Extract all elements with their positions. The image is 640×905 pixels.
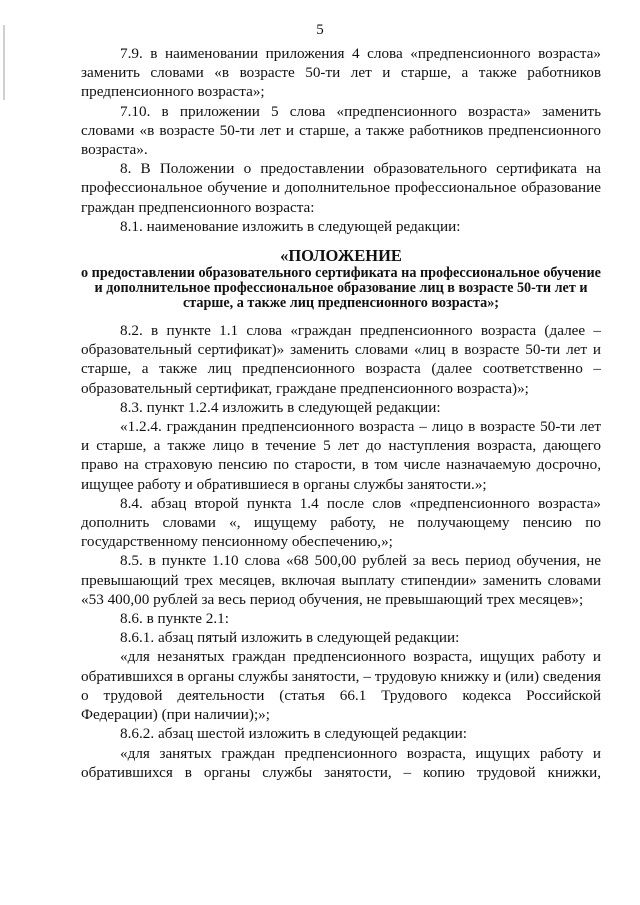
paragraph-8-5: 8.5. в пункте 1.10 слова «68 500,00 рублей за весь период обучения, не превышающий трех месяцев, включая выплату стипендии» заменить словами «53 400,00 рублей за весь период обучения, не превышающий трех месяцев»; [81,552,601,608]
paragraph-7-10: 7.10. в приложении 5 слова «предпенсионного возраста» заменить словами «в возрасте 50-ти лет и старше, а также работников предпенсионного возраста». [81,102,601,159]
section-heading: «ПОЛОЖЕНИЕ [280,246,402,266]
page-number: 5 [316,22,324,38]
paragraph-abzac-5-quote: «для незанятых граждан предпенсионного возраста, ищущих работу и обратившихся в органы службы занятости, – трудовую книжку и (или) сведения о трудовой деятельности (статья 66.1 Трудового кодекса Российской Федерации) (при наличии);»; [81,648,601,724]
paragraph-8-6: 8.6. в пункте 2.1: [120,610,229,628]
paragraph-8-6-2: 8.6.2. абзац шестой изложить в следующей редакции: [120,725,467,743]
paragraph-8: 8. В Положении о предоставлении образовательного сертификата на профессиональное обучение и дополнительное профессиональное образование граждан предпенсионного возраста: [81,160,601,216]
section-subheading: о предоставлении образовательного сертификата на профессиональное обучение и дополнительное профессиональное образование лиц в возрасте 50-ти лет и старше, а также лиц предпенсионного возраста»; [81,265,601,312]
paragraph-abzac-6-quote: «для занятых граждан предпенсионного возраста, ищущих работу и обратившихся в органы службы занятости, – копию трудовой книжки, [81,744,601,781]
paragraph-8-1: 8.1. наименование изложить в следующей редакции: [120,217,461,235]
paragraph-8-2: 8.2. в пункте 1.1 слова «граждан предпенсионного возраста (далее – образовательный сертификат)» заменить словами «лиц в возрасте 50-ти лет и старше, а также лиц предпенсионного возраста (далее соответственно – образовательный сертификат, граждане предпенсионного возраста)»; [81,322,601,397]
document-body [81,44,601,782]
paragraph-8-3: 8.3. пункт 1.2.4 изложить в следующей редакции: [120,398,441,416]
paragraph-7-9: 7.9. в наименовании приложения 4 слова «предпенсионного возраста» заменить словами «в возрасте 50-ти лет и старше, а также работников предпенсионного возраста»; [81,45,601,101]
paragraph-1-2-4-quote: «1.2.4. гражданин предпенсионного возраста – лицо в возрасте 50-ти лет и старше, а также лицо в течение 5 лет до наступления возраста, дающего право на страховую пенсию по старости, в том числе назначаемую досрочно, ищущее работу и обратившиеся в органы службы занятости.»; [81,418,601,493]
paragraph-8-6-1: 8.6.1. абзац пятый изложить в следующей редакции: [120,629,460,647]
paragraph-8-4: 8.4. абзац второй пункта 1.4 после слов «предпенсионного возраста» дополнить словами «, ищущему работу, не получающему пенсию по государственному пенсионному обеспечению,»; [81,494,601,551]
